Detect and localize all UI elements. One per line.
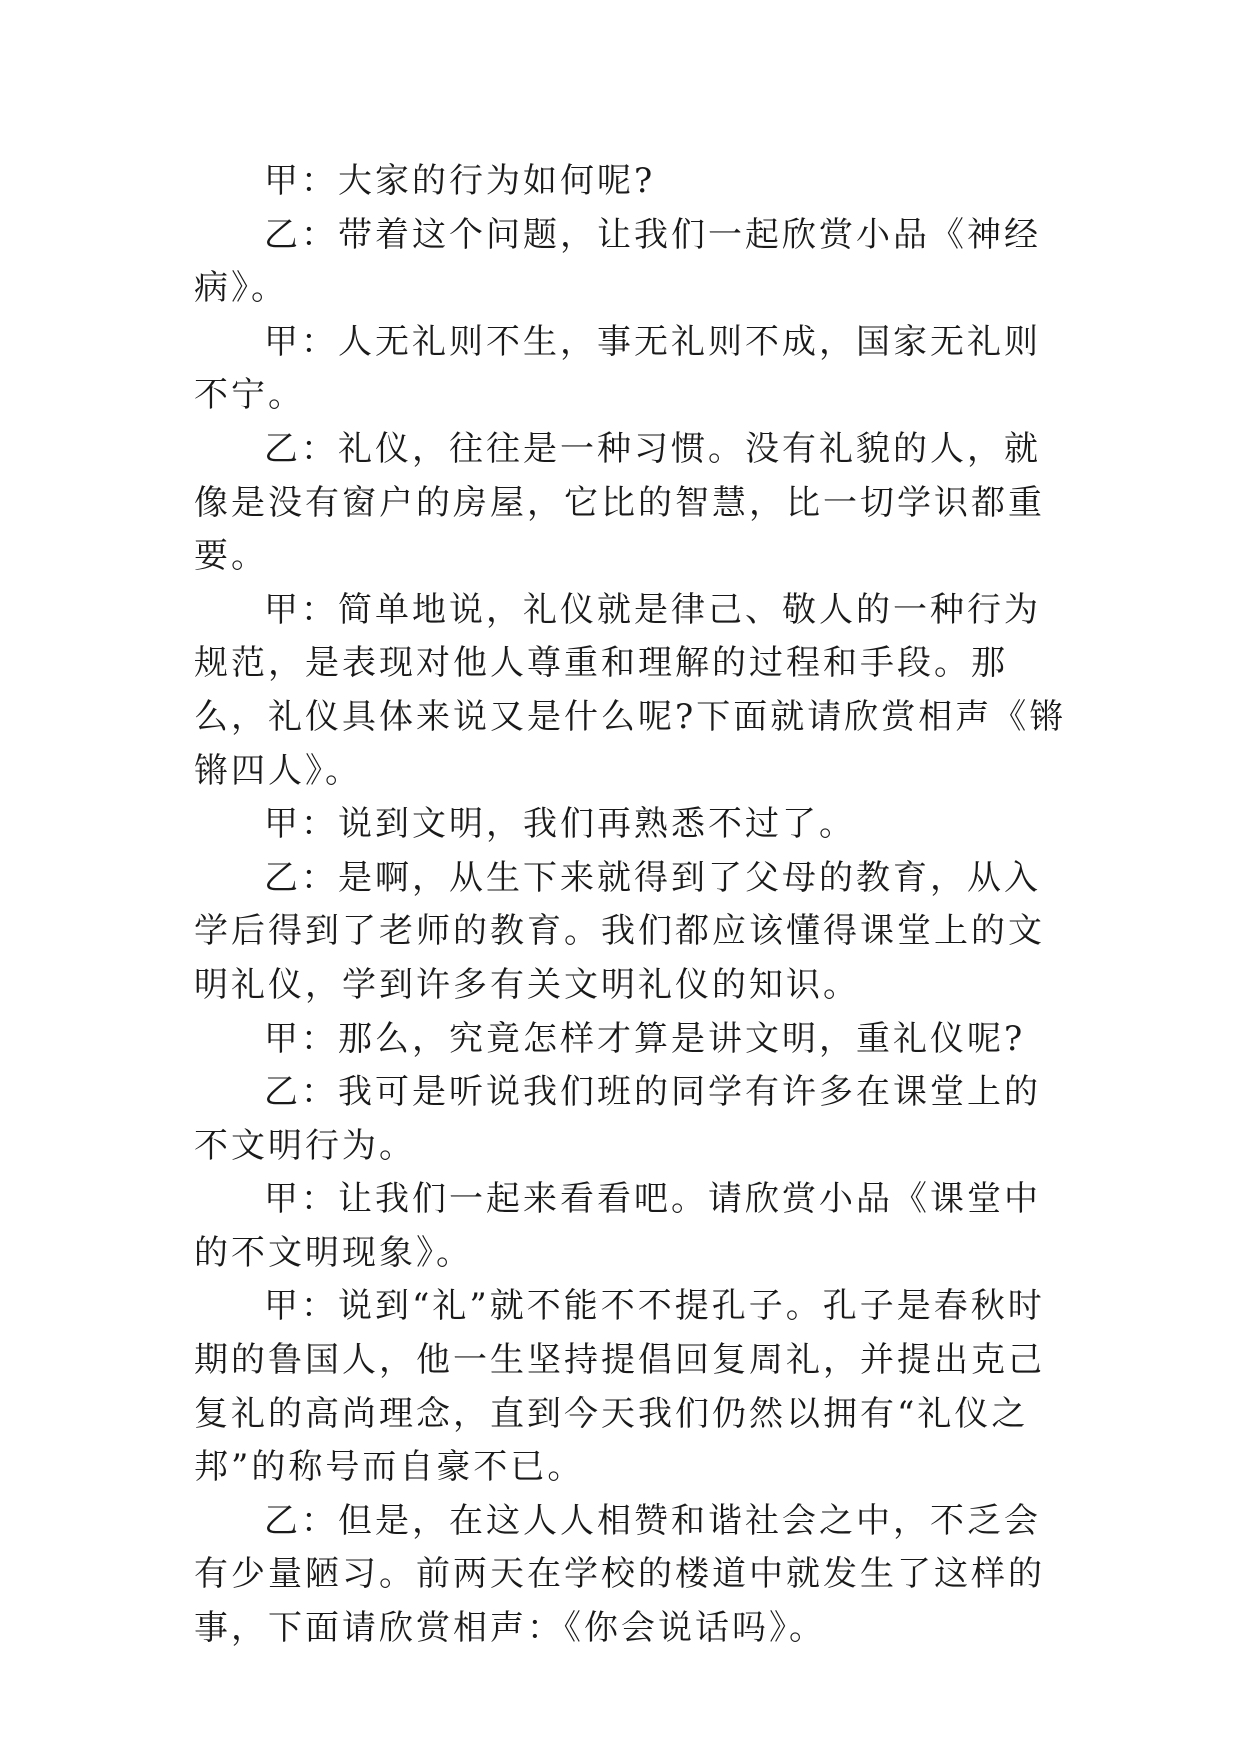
- paragraph-2: 乙：带着这个问题，让我们一起欣赏小品《神经病》。: [194, 214, 1041, 309]
- document-body: [194, 155, 1069, 1656]
- paragraph-10: 甲：让我们一起来看看吧。请欣赏小品《课堂中的不文明现象》。: [194, 1179, 1041, 1273]
- paragraph-3: 甲：人无礼则不生，事无礼则不成，国家无礼则不宁。: [194, 321, 1041, 416]
- paragraph-6: 甲：说到文明，我们再熟悉不过了。: [264, 804, 856, 845]
- paragraph-1: 甲：大家的行为如何呢?: [264, 161, 656, 201]
- paragraph-7: 乙：是啊，从生下来就得到了父母的教育，从入学后得到了老师的教育。我们都应该懂得课堂上的文明礼仪，学到许多有关文明礼仪的知识。: [194, 857, 1045, 1005]
- paragraph-4: 乙：礼仪，往往是一种习惯。没有礼貌的人，就像是没有窗户的房屋，它比的智慧，比一切学识都重要。: [194, 428, 1045, 577]
- paragraph-9: 乙：我可是听说我们班的同学有许多在课堂上的不文明行为。: [194, 1072, 1041, 1166]
- paragraph-12: 乙：但是，在这人人相赞和谐社会之中，不乏会有少量陋习。前两天在学校的楼道中就发生了这样的事，下面请欣赏相声：《你会说话吗》。: [194, 1500, 1045, 1649]
- paragraph-11: 甲：说到“礼”就不能不不提孔子。孔子是春秋时期的鲁国人，他一生坚持提倡回复周礼，并提出克己复礼的高尚理念，直到今天我们仍然以拥有“礼仪之邦”的称号而自豪不已。: [194, 1286, 1045, 1488]
- paragraph-5: 甲：简单地说，礼仪就是律己、敬人的一种行为规范，是表现对他人尊重和理解的过程和手段。那么，礼仪具体来说又是什么呢?下面就请欣赏相声《锵锵四人》。: [194, 589, 1067, 791]
- paragraph-8: 甲：那么，究竟怎样才算是讲文明，重礼仪呢?: [264, 1018, 1026, 1059]
